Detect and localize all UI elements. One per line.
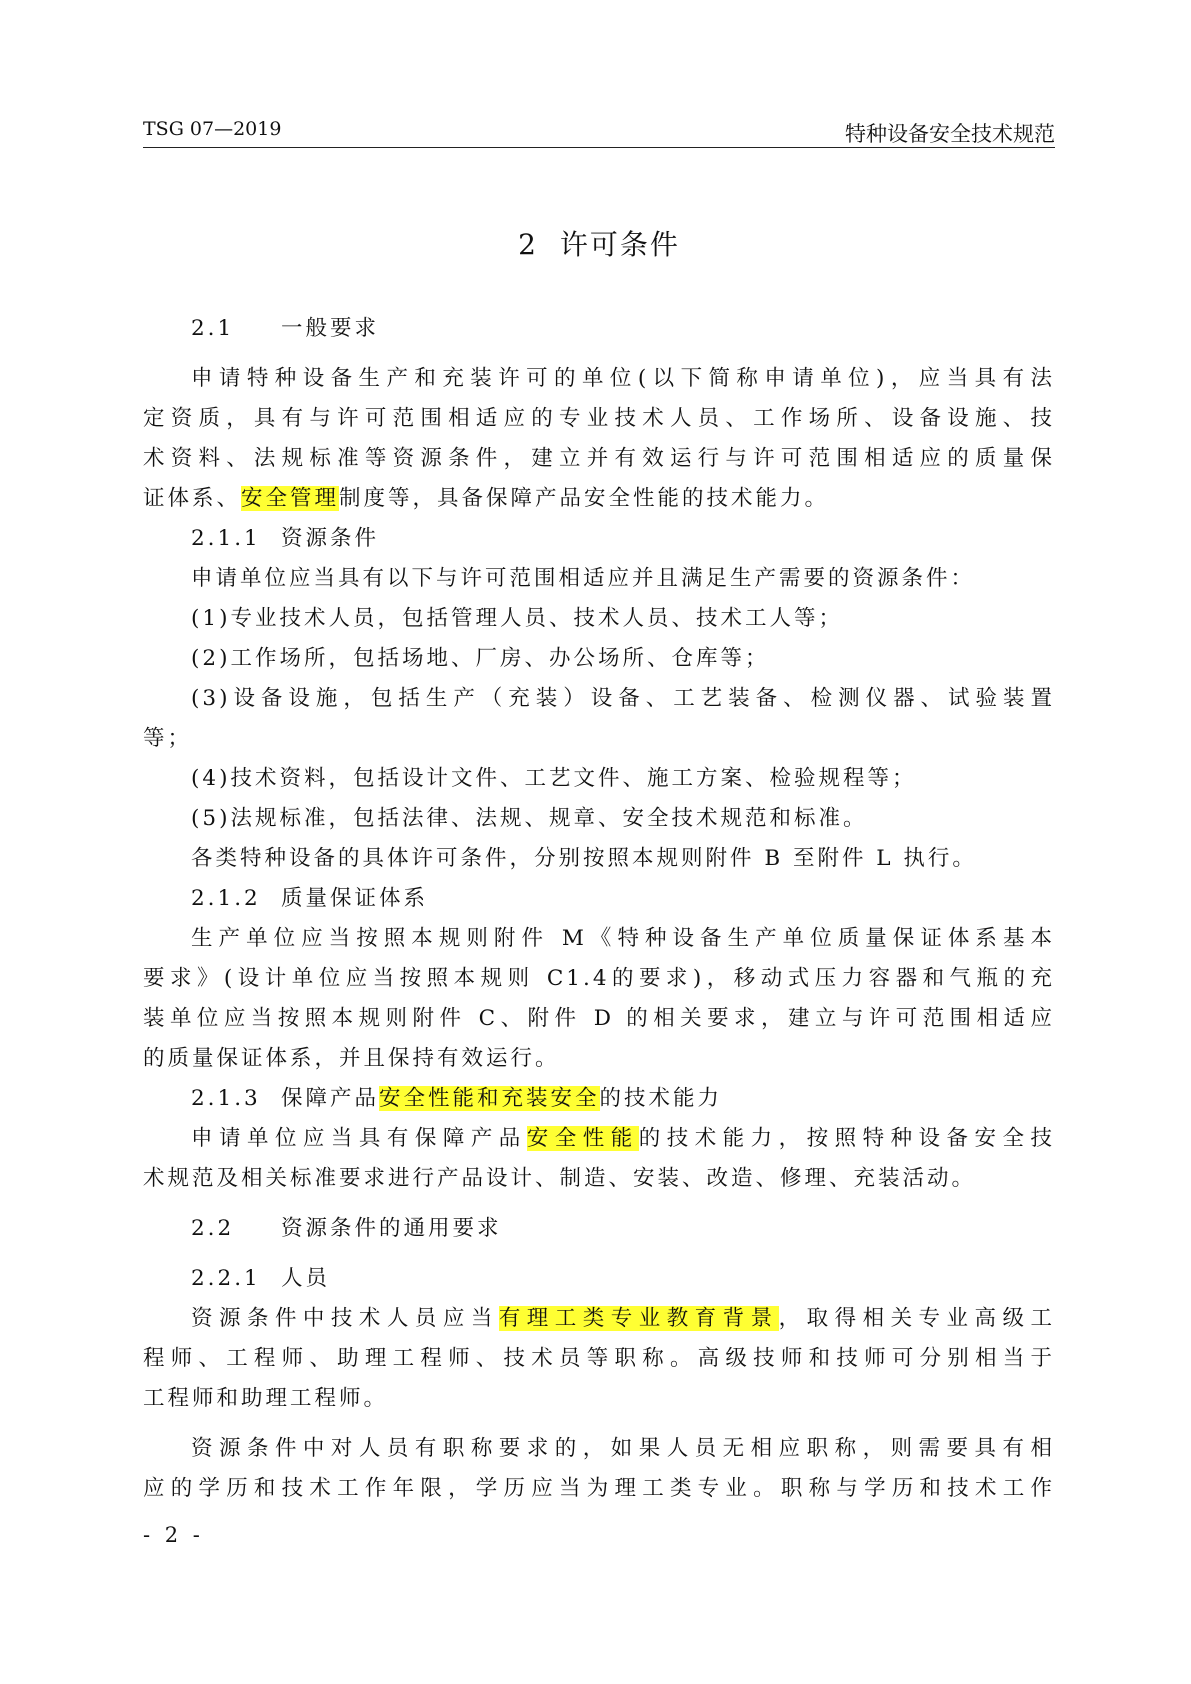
paragraph-line: 应的学历和技术工作年限，学历应当为理工类专业。职称与学历和技术工作: [143, 1476, 1055, 1501]
section-heading-2-1-3: 2.1.3 保障产品安全性能和充装安全的技术能力: [143, 1079, 1055, 1119]
list-item: (5)法规标准，包括法律、法规、规章、安全技术规范和标准。: [191, 806, 868, 831]
standard-code: TSG 07—2019: [143, 118, 282, 140]
paragraph-line: 要求》(设计单位应当按照本规则 C1.4的要求)，移动式压力容器和气瓶的充: [143, 966, 1055, 991]
paragraph-line: 各类特种设备的具体许可条件，分别按照本规则附件 B 至附件 L 执行。: [191, 846, 977, 871]
paragraph-line: 定资质，具有与许可范围相适应的专业技术人员、工作场所、设备设施、技: [143, 406, 1055, 431]
section-number: 2.1.2: [191, 886, 261, 911]
section-number: 2.2: [191, 1216, 235, 1241]
section-title: 一般要求: [281, 316, 380, 341]
paragraph-line: 申请单位应当具有保障产品安全性能的技术能力，按照特种设备安全技: [191, 1126, 1055, 1151]
chapter-title: [143, 225, 1055, 265]
paragraph-line: 的质量保证体系，并且保持有效运行。: [143, 1046, 560, 1071]
page-header: [143, 118, 1055, 148]
chapter-text: 许可条件: [559, 228, 680, 261]
list-item: (2)工作场所，包括场地、厂房、办公场所、仓库等；: [191, 646, 770, 671]
section-title: 人员: [281, 1266, 331, 1291]
paragraph-line: 生产单位应当按照本规则附件 M《特种设备生产单位质量保证体系基本: [191, 926, 1055, 951]
highlight: 有理工类专业教育背景: [498, 1306, 779, 1331]
list-item: (4)技术资料，包括设计文件、工艺文件、施工方案、检验规程等；: [191, 766, 917, 791]
paragraph-line: 装单位应当按照本规则附件 C、附件 D 的相关要求，建立与许可范围相适应: [143, 1006, 1055, 1031]
section-number: 2.1: [191, 316, 235, 341]
section-heading-2-1-2: [143, 879, 1055, 919]
section-heading-2-1: [143, 309, 1055, 349]
paragraph-line: 工程师和助理工程师。: [143, 1386, 389, 1411]
paragraph-line: 申请特种设备生产和充装许可的单位(以下简称申请单位)，应当具有法: [191, 366, 1055, 391]
paragraph-line: 资源条件中对人员有职称要求的，如果人员无相应职称，则需要具有相: [191, 1436, 1055, 1461]
paragraph-line: 申请单位应当具有以下与许可范围相适应并且满足生产需要的资源条件：: [191, 566, 976, 591]
section-heading-2-1-1: [143, 519, 1055, 559]
highlight: 安全性能和充装安全: [379, 1086, 600, 1111]
list-item: (3)设备设施，包括生产（充装）设备、工艺装备、检测仪器、试验装置: [191, 686, 1055, 711]
header-divider: [143, 147, 1055, 148]
highlight: 安全管理: [241, 486, 340, 511]
section-number: 2.1.3: [191, 1086, 261, 1111]
list-item-continued: 等；: [143, 726, 193, 751]
section-number: 2.1.1: [191, 526, 261, 551]
paragraph-line: 资源条件中技术人员应当有理工类专业教育背景，取得相关专业高级工: [191, 1306, 1055, 1331]
section-title: 质量保证体系: [281, 886, 429, 911]
section-heading-2-2-1: [143, 1259, 1055, 1299]
paragraph-line: 术资料、法规标准等资源条件，建立并有效运行与许可范围相适应的质量保: [143, 446, 1055, 471]
section-number: 2.2.1: [191, 1266, 261, 1291]
document-body: [143, 225, 1055, 1509]
section-title: 资源条件的通用要求: [281, 1216, 502, 1241]
page-number: - 2 -: [143, 1523, 204, 1547]
section-title: 资源条件: [281, 526, 380, 551]
chapter-number: 2: [518, 228, 538, 261]
section-heading-2-2: [143, 1209, 1055, 1249]
paragraph-line: 证体系、安全管理制度等，具备保障产品安全性能的技术能力。: [143, 486, 830, 511]
paragraph-line: 术规范及相关标准要求进行产品设计、制造、安装、改造、修理、充装活动。: [143, 1166, 977, 1191]
standard-category: 特种设备安全技术规范: [845, 122, 1055, 146]
list-item: (1)专业技术人员，包括管理人员、技术人员、技术工人等；: [191, 606, 843, 631]
highlight: 安全性能: [526, 1126, 639, 1151]
paragraph-line: 程师、工程师、助理工程师、技术员等职称。高级技师和技师可分别相当于: [143, 1346, 1055, 1371]
